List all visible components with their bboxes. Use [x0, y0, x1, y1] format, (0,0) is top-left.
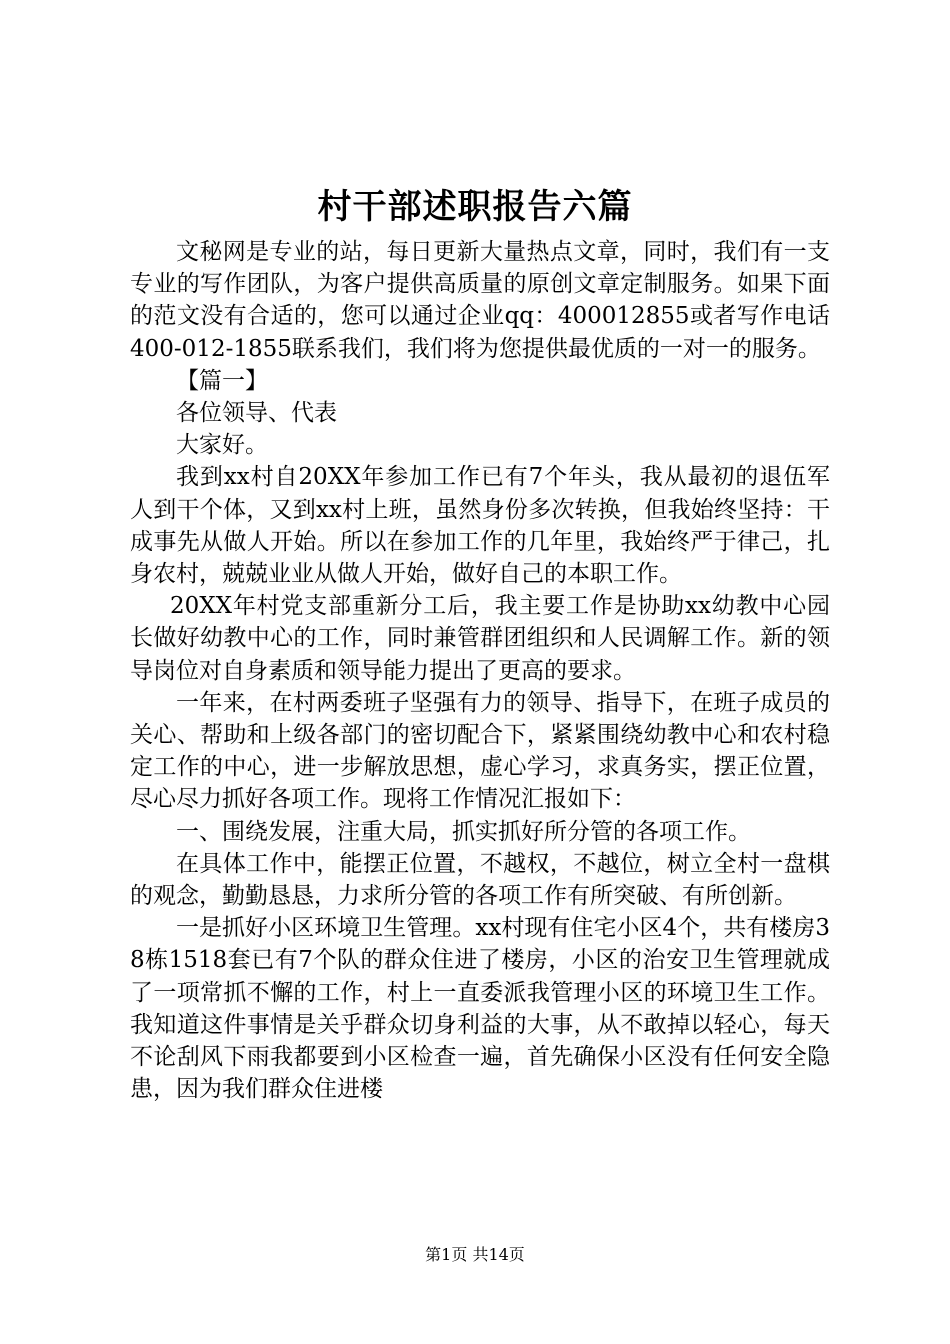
document-title: 村干部述职报告六篇 [317, 187, 633, 227]
paragraph-greeting: 大家好。 [176, 432, 268, 459]
paragraph-body: 在具体工作中，能摆正位置，不越权，不越位，树立全村一盘棋的观念，勤勤恳恳，力求所分管的各项工作有所突破、有所创新。 [130, 850, 830, 910]
paragraph-body: 一是抓好小区环境卫生管理。xx村现有住宅小区4个，共有楼房38栋1518套已有7个队的群众住进了楼房，小区的治安卫生管理就成了一项常抓不懈的工作，村上一直委派我管理小区的环境卫生工作。我知道这件事情是关乎群众切身利益的大事，从不敢掉以轻心，每天不论刮风下雨我都要到小区检查一遍，首先确保小区没有任何安全隐患，因为我们群众住进楼 [130, 915, 830, 1103]
paragraph-body: 20XX年村党支部重新分工后，我主要工作是协助xx幼教中心园长做好幼教中心的工作，同时兼管群团组织和人民调解工作。新的领导岗位对自身素质和领导能力提出了更高的要求。 [130, 593, 830, 684]
paragraph-body: 我到xx村自20XX年参加工作已有7个年头，我从最初的退伍军人到干个体，又到xx村上班，虽然身份多次转换，但我始终坚持：干成事先从做人开始。所以在参加工作的几年里，我始终严于律己，扎身农村，兢兢业业从做人开始，做好自己的本职工作。 [130, 464, 830, 588]
page-number-footer: 第1页 共14页 [425, 1245, 525, 1264]
paragraph-intro: 文秘网是专业的站，每日更新大量热点文章，同时，我们有一支专业的写作团队，为客户提供高质量的原创文章定制服务。如果下面的范文没有合适的，您可以通过企业qq：400012855或者写作电话400-012-1855联系我们，我们将为您提供最优质的一对一的服务。 [130, 239, 830, 362]
paragraph-subheading: 一、围绕发展，注重大局，抓实抓好所分管的各项工作。 [176, 818, 751, 845]
document-body [130, 236, 830, 1105]
paragraph-section-heading: 【篇一】 [176, 367, 268, 394]
paragraph-body: 一年来，在村两委班子坚强有力的领导、指导下，在班子成员的关心、帮助和上级各部门的密切配合下，紧紧围绕幼教中心和农村稳定工作的中心，进一步解放思想，虚心学习，求真务实，摆正位置，尽心尽力抓好各项工作。现将工作情况汇报如下： [130, 689, 830, 813]
paragraph-salutation: 各位领导、代表 [176, 400, 337, 427]
